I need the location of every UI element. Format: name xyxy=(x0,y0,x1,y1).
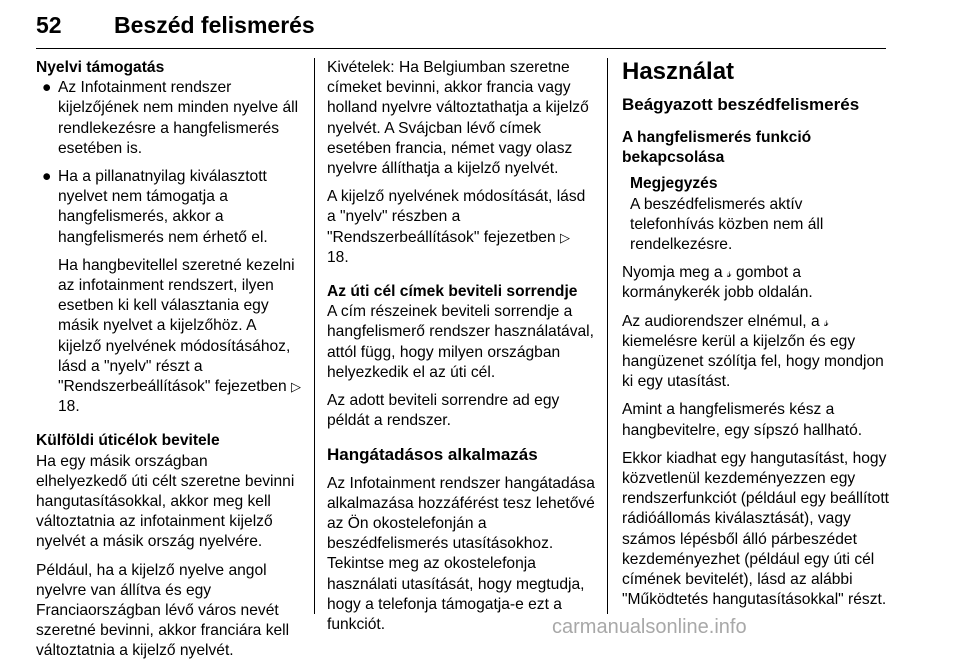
paragraph xyxy=(327,187,595,268)
note-title: Megjegyzés xyxy=(630,175,718,193)
bullet-text: Ha a pillanatnyilag kiválasztott nyelvet nem támogatja a hangfelismerés, akkor a hangfelismerés nem érhető el. xyxy=(58,168,268,246)
voice-control-icon: 𝓈 xyxy=(823,313,829,329)
column-divider xyxy=(314,58,315,614)
paragraph-text: Nyomja meg a xyxy=(622,264,723,282)
bullet-item xyxy=(36,78,302,159)
column-1 xyxy=(36,58,302,670)
paragraph-text: A kijelző nyelvének módosítását, lásd a "nyelv" részben a "Rendszerbeállítások" fejezetben xyxy=(327,188,586,246)
chapter-heading: Használat xyxy=(622,58,735,85)
page-header xyxy=(36,8,886,49)
page-number: 52 xyxy=(36,12,62,38)
section-heading: Külföldi úticélok bevitele xyxy=(36,432,220,450)
paragraph: Ekkor kiadhat egy hangutasítást, hogy közvetlenül kezdeményezzen egy rendszerfunkciót (például egy beállított rádióállomás kiválasztását), vagy számos lépésből álló párbeszédet kezdeményezhet (például egy úti cél címének bevitelét), lásd az alábbi "Működtetés hangutasításokkal" részt. xyxy=(622,449,889,609)
note-text: A beszédfelismerés aktív telefonhívás közben nem áll rendelkezésre. xyxy=(630,195,824,254)
bullet-continuation xyxy=(36,256,302,418)
section-heading: Nyelvi támogatás xyxy=(36,59,165,76)
column-3 xyxy=(622,58,890,618)
paragraph-text: kiemelésre kerül a kijelzőn és egy hangüzenet szólítja fel, hogy mondjon ki egy utasítást. xyxy=(622,332,884,391)
page-reference-link[interactable]: 18. xyxy=(58,398,80,416)
bullet-item xyxy=(36,167,302,248)
section-heading: Hangátadásos alkalmazás xyxy=(327,445,538,465)
paragraph-text: Az audiorendszer elnémul, a xyxy=(622,312,820,330)
paragraph: Az Infotainment rendszer hangátadása alkalmazása hozzáférést tesz lehetővé az Ön okostelefonján a beszédfelismerés utasításokhoz. Tekintse meg az okostelefonja használati utasítását, hogy megtudja, hogy a telefonja támogatja-e ezt a funkciót. xyxy=(327,474,595,634)
watermark: carmanualsonline.info xyxy=(552,616,747,638)
paragraph: Kivételek: Ha Belgiumban szeretne címeket bevinni, akkor francia vagy holland nyelvre változtathatja a kijelző nyelvét. A Svájcban lévő címek esetében francia, német vagy olasz nyelvre állíthatja a kijelző nyelvét. xyxy=(327,59,589,178)
paragraph: Ha egy másik országban elhelyezkedő úti célt szeretne bevinni hangutasításokkal, akkor meg kell változtatnia az infotainment kijelző nyelvét a másik ország nyelvére. xyxy=(36,452,295,551)
paragraph-text: gombot a kormánykerék jobb oldalán. xyxy=(622,264,813,302)
page-reference-link[interactable]: 18. xyxy=(327,248,349,266)
section-heading: Az úti cél címek beviteli sorrendje xyxy=(327,283,578,301)
bullet-continuation-text: Ha hangbevitellel szeretné kezelni az infotainment rendszert, ilyen esetben ki kell választania egy másik nyelvet a kijelzőhöz. A kijelző nyelvének módosításához, lásd a "nyelv" részt a "Rendszerbeállítások" fejezetben xyxy=(58,256,295,396)
bullet-icon: ● xyxy=(42,168,52,186)
page-reference-arrow-icon: ▷ xyxy=(291,379,301,395)
column-2 xyxy=(327,58,595,643)
paragraph xyxy=(622,263,890,303)
page-reference-arrow-icon: ▷ xyxy=(560,229,570,245)
note-box xyxy=(622,174,890,255)
voice-control-icon: 𝓈 xyxy=(726,265,732,281)
section-heading: Beágyazott beszédfelismerés xyxy=(622,95,860,114)
bullet-text: Az Infotainment rendszer kijelzőjének nem minden nyelve áll rendlekezésre a hangfelismerés esetében is. xyxy=(58,79,299,157)
paragraph: Az adott beviteli sorrendre ad egy példát a rendszer. xyxy=(327,392,560,430)
paragraph: Amint a hangfelismerés kész a hangbevitelre, egy sípszó hallható. xyxy=(622,401,863,439)
column-divider xyxy=(607,58,608,614)
bullet-icon: ● xyxy=(42,79,52,97)
paragraph: Például, ha a kijelző nyelve angol nyelvre van állítva és egy Franciaországban lévő város nevét szeretné bevinni, akkor franciára kell változtatnia a kijelző nyelvét. xyxy=(36,561,290,660)
page-title: Beszéd felismerés xyxy=(114,12,315,38)
paragraph: A cím részeinek beviteli sorrendje a hangfelismerő rendszer használatával, attól függ, hogy milyen országban helyezkedik el az úti cél. xyxy=(327,303,594,381)
paragraph xyxy=(622,312,890,393)
subsection-heading: A hangfelismerés funkció bekapcsolása xyxy=(622,129,812,167)
